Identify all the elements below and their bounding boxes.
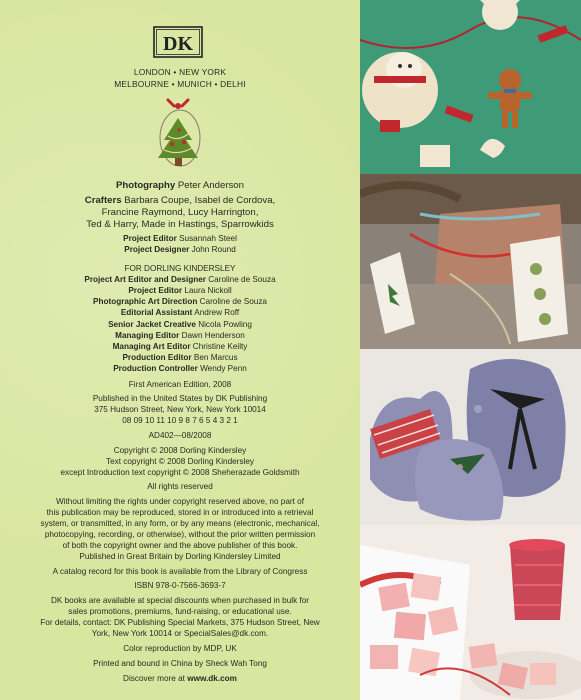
felt-ornaments-photo <box>360 0 581 174</box>
dk-credit-row: Managing Art Editor Christine Keilty <box>112 342 248 351</box>
project-editor-credit: Project Editor Susannah Steel <box>123 234 237 243</box>
dk-credit-row: Project Art Editor and Designer Caroline de Souza <box>84 275 276 284</box>
legal-line-6: Published in Great Britain by Dorling Kindersley Limited <box>79 552 281 561</box>
published-line-1: Published in the United States by DK Publishing <box>92 394 268 403</box>
copyright-line-1: Copyright © 2008 Dorling Kindersley <box>113 446 247 455</box>
printed-line: Printed and bound in China by Sheck Wah Tong <box>93 659 267 668</box>
photo-column <box>360 0 581 700</box>
dk-credit-row: Senior Jacket Creative Nicola Powling <box>108 320 252 329</box>
special-sales-line-4: York, New York 10014 or SpecialSales@dk.com. <box>91 629 269 638</box>
product-code: AD402—08/2008 <box>148 431 212 440</box>
dk-credits-heading: FOR DORLING KINDERSLEY <box>124 264 236 273</box>
special-sales-line-3: For details, contact: DK Publishing Special Markets, 375 Hudson Street, New <box>40 618 320 627</box>
legal-line-5: of both the copyright owner and the above publisher of this book. <box>62 541 298 550</box>
special-sales-line-1: DK books are available at special discounts when purchased in bulk for <box>50 596 310 605</box>
dk-logo <box>153 26 203 58</box>
crafters-credit: Crafters Barbara Coupe, Isabel de Cordova, <box>84 195 276 206</box>
gift-tags-photo <box>360 174 581 349</box>
christmas-tree-ornament-icon <box>150 96 206 176</box>
legal-line-4: photocopying, recording, or otherwise), without the prior written permission <box>44 530 316 539</box>
cities-line-1: LONDON • NEW YORK <box>133 67 227 77</box>
lavender-sachets-photo <box>360 349 581 525</box>
legal-line-1: Without limiting the rights under copyright reserved above, no part of <box>55 497 305 506</box>
logo-text: DK <box>163 33 193 55</box>
legal-line-2: this publication may be reproduced, stored in or introduced into a retrieval <box>46 508 314 517</box>
dk-credit-row: Photographic Art Direction Caroline de Souza <box>93 297 267 306</box>
cities-line-2: MELBOURNE • MUNICH • DELHI <box>114 79 246 89</box>
special-sales-line-2: sales promotions, premiums, fund-raising, or educational use. <box>68 607 292 616</box>
dk-credit-row: Managing Editor Dawn Henderson <box>115 331 245 340</box>
photography-credit: Photography Peter Anderson <box>116 180 244 191</box>
catalog-line: A catalog record for this book is available from the Library of Congress <box>52 567 308 576</box>
copyright-line-2: Text copyright © 2008 Dorling Kindersley <box>105 457 255 466</box>
marshmallows-photo <box>360 525 581 700</box>
dk-credit-row: Editorial Assistant Andrew Roff <box>120 308 240 317</box>
copyright-line-3: except Introduction text copyright © 2008 Sheherazade Goldsmith <box>60 468 300 477</box>
project-designer-credit: Project Designer John Round <box>124 245 236 254</box>
crafters-line-2: Francine Raymond, Lucy Harrington, <box>101 207 259 218</box>
published-line-2: 375 Hudson Street, New York, New York 10014 <box>94 405 266 414</box>
legal-line-3: system, or transmitted, in any form, or by any means (electronic, mechanical, <box>40 519 320 528</box>
crafters-line-3: Ted & Harry, Made in Hastings, Sparrowkids <box>86 219 274 230</box>
dk-credit-row: Production Editor Ben Marcus <box>122 353 238 362</box>
isbn-line: ISBN 978-0-7566-3693-7 <box>134 581 226 590</box>
rights-line: All rights reserved <box>147 482 213 491</box>
discover-line: Discover more at www.dk.com <box>123 674 237 683</box>
dk-credit-row: Production Controller Wendy Penn <box>113 364 247 373</box>
dk-credit-row: Project Editor Laura Nickoll <box>128 286 232 295</box>
color-reproduction-line: Color reproduction by MDP, UK <box>123 644 237 653</box>
edition-line: First American Edition, 2008 <box>128 380 232 389</box>
dk-website-link[interactable]: www.dk.com <box>187 674 237 683</box>
printing-line: 08 09 10 11 10 9 8 7 6 5 4 3 2 1 <box>122 416 238 425</box>
